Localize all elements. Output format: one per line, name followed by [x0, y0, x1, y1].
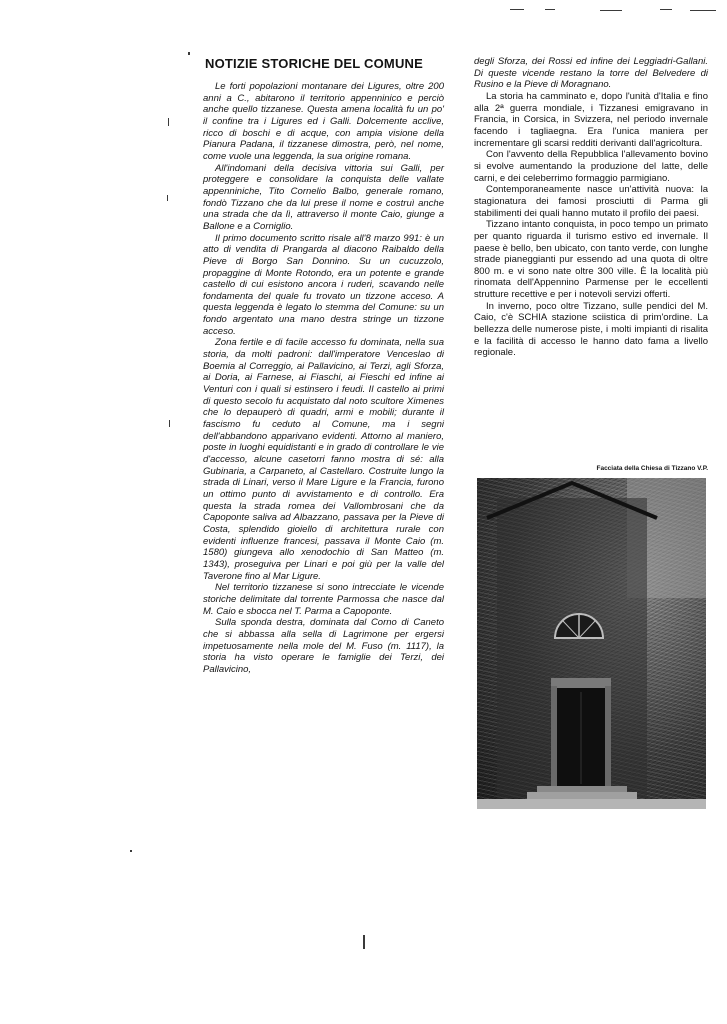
article-title: NOTIZIE STORICHE DEL COMUNE [205, 56, 423, 71]
paragraph: Il primo documento scritto risale all'8 marzo 991: è un atto di vendita di Prangarda al diacono Raibaldo della Pieve di Borgo San Donnino. Su un cucuzzolo, propaggine di Monte Rotondo, era un potente e grande castello di cui esistono ancora i ruderi, scavando nelle fondamenta del quale fu trovato un tizzone acceso. A questa leggenda è legato lo stemma del Comune: su un fondo argentato una mano destra stringe un tizzone acceso. [203, 232, 444, 337]
scan-speck [600, 10, 622, 11]
photo-caption: Facciata della Chiesa di Tizzano V.P. [596, 465, 708, 472]
scan-speck [545, 9, 555, 10]
scan-speck [188, 52, 190, 55]
scan-speck [130, 850, 132, 852]
paragraph: Nel territorio tizzanese si sono intrecciate le vicende storiche delimitate dal torrente Parmossa che nasce dal M. Caio e sbocca nel T. Parma a Capoponte. [203, 582, 444, 617]
paragraph: La storia ha camminato e, dopo l'unità d'Italia e fino alla 2ª guerra mondiale, i Tizzanesi emigravano in Francia, in Corsica, in Svizzera, nel periodo invernale facendo i tagliaegna. Era l'unica maniera per incrementare gli scarsi redditi derivanti dall'agricoltura. [474, 90, 708, 149]
paragraph: Contemporaneamente nasce un'attività nuova: la stagionatura dei famosi prosciutti di Parma gli stabilimenti dei quali hanno mutato il profilo dei paesi. [474, 184, 708, 219]
left-column [203, 56, 444, 675]
paragraph: Tizzano intanto conquista, in poco tempo un primato per quanto riguarda il turismo estivo ed invernale. Il paese è bello, ben ubicato, con tanto verde, con lunghe strade pianeggianti pur essendo ad una quota di oltre 800 m. e vi sono nate oltre 300 ville. È la località più rinomata dell'Appennino Parmense per le eccellenti strutture recettive e per i notevoli servizi offerti. [474, 219, 708, 301]
scan-speck [510, 9, 524, 10]
paragraph-continuation: degli Sforza, dei Rossi ed infine dei Leggiadri-Gallani. Di queste vicende restano la torre del Belvedere di Rusino e la Pieve di Moragnano. [474, 56, 708, 91]
paragraph: Con l'avvento della Repubblica l'allevamento bovino si evolve aumentando la produzione del latte, delle carni, e dei celeberrimo formaggio parmigiano. [474, 149, 708, 184]
paragraph: Sulla sponda destra, dominata dal Corno di Caneto che si abbassa alla sella di Lagrimone per ergersi impetuosamente nella mole del M. Fuso (m. 1117), la storia ha visto operare le famiglie dei Terzi, dei Pallavicino, [203, 617, 444, 675]
church-facade-photo [477, 478, 706, 809]
scan-speck [660, 9, 672, 10]
paragraph: In inverno, poco oltre Tizzano, sulle pendici del M. Caio, c'è SCHIA stazione sciistica di prim'ordine. La bellezza delle numerose piste, i molti impianti di risalita e la facilità di accesso le hanno dato fama a livello regionale. [474, 300, 708, 359]
right-column [474, 56, 708, 359]
scan-speck [690, 10, 716, 11]
scan-speck [363, 935, 365, 949]
paragraph: Le forti popolazioni montanare dei Ligures, oltre 200 anni a C., abitarono il territorio appenninico e perciò anche quello tizzanese. Questa amena località fu un po' il confine tra i Ligures ed i Galli. Dolcemente acclive, ricco di boschi e di acque, con ampia visione della Pianura Padana, il tizzanese dimostra, però, nel nome, come vuole una leggenda, la sua origine romana. [203, 81, 444, 162]
paragraph: All'indomani della decisiva vittoria sui Galli, per proteggere e consolidare la conquista delle vallate appenniniche, Tito Cornelio Balbo, generale romano, fondò Tizzano che da lui prese il nome e costruì anche una strada che da lì, attraverso il monte Caio, giunge a Ballone e a Corniglio. [203, 162, 444, 232]
scan-speck [169, 420, 170, 427]
scan-speck [168, 118, 169, 126]
paragraph: Zona fertile e di facile accesso fu dominata, nella sua storia, da molti padroni: dall'imperatore Venceslao di Boemia al Correggio, ai Pallavicino, ai Terzi, agli Sforza, ai Doria, ai Farnese, ai Fiaschi, ai Fieschi ed infine ai Venturi con i quali si estinsero i feudi. Il castello ai primi di questo secolo fu acquistato dal noto scultore Ximenes che lo depauperò di quadri, armi e mobili; durante il fascismo fu ceduto al Comune, ma i segni dell'abbandono apparivano evidenti. Attorno al maniero, poste in luoghi equidistanti e in grado di controllare le vie d'accesso, alcune casetorri fanno mostra di sé: alla Gubinaria, a Carpaneto, al Castellaro. Costruite lungo la strada di Linari, verso il Mare Ligure e la Francia, furono un ottimo punto di avvistamento e di controllo. Era questa la strada romea dei Vallombrosani che da Capoponte saliva ad Albazzano, passava per la Pieve di Costa, splendido gioiello di architettura rurale con evidenti influenze francesi, passava il Monte Caio (m. 1580) giungeva allo xenodochio di San Matteo (m. 1343), proseguiva per Linari e poi giù per la valle del Taverone fino al Mar Ligure. [203, 337, 444, 582]
scan-speck [167, 195, 168, 201]
left-body [203, 81, 444, 675]
church-facade-icon [477, 478, 706, 809]
